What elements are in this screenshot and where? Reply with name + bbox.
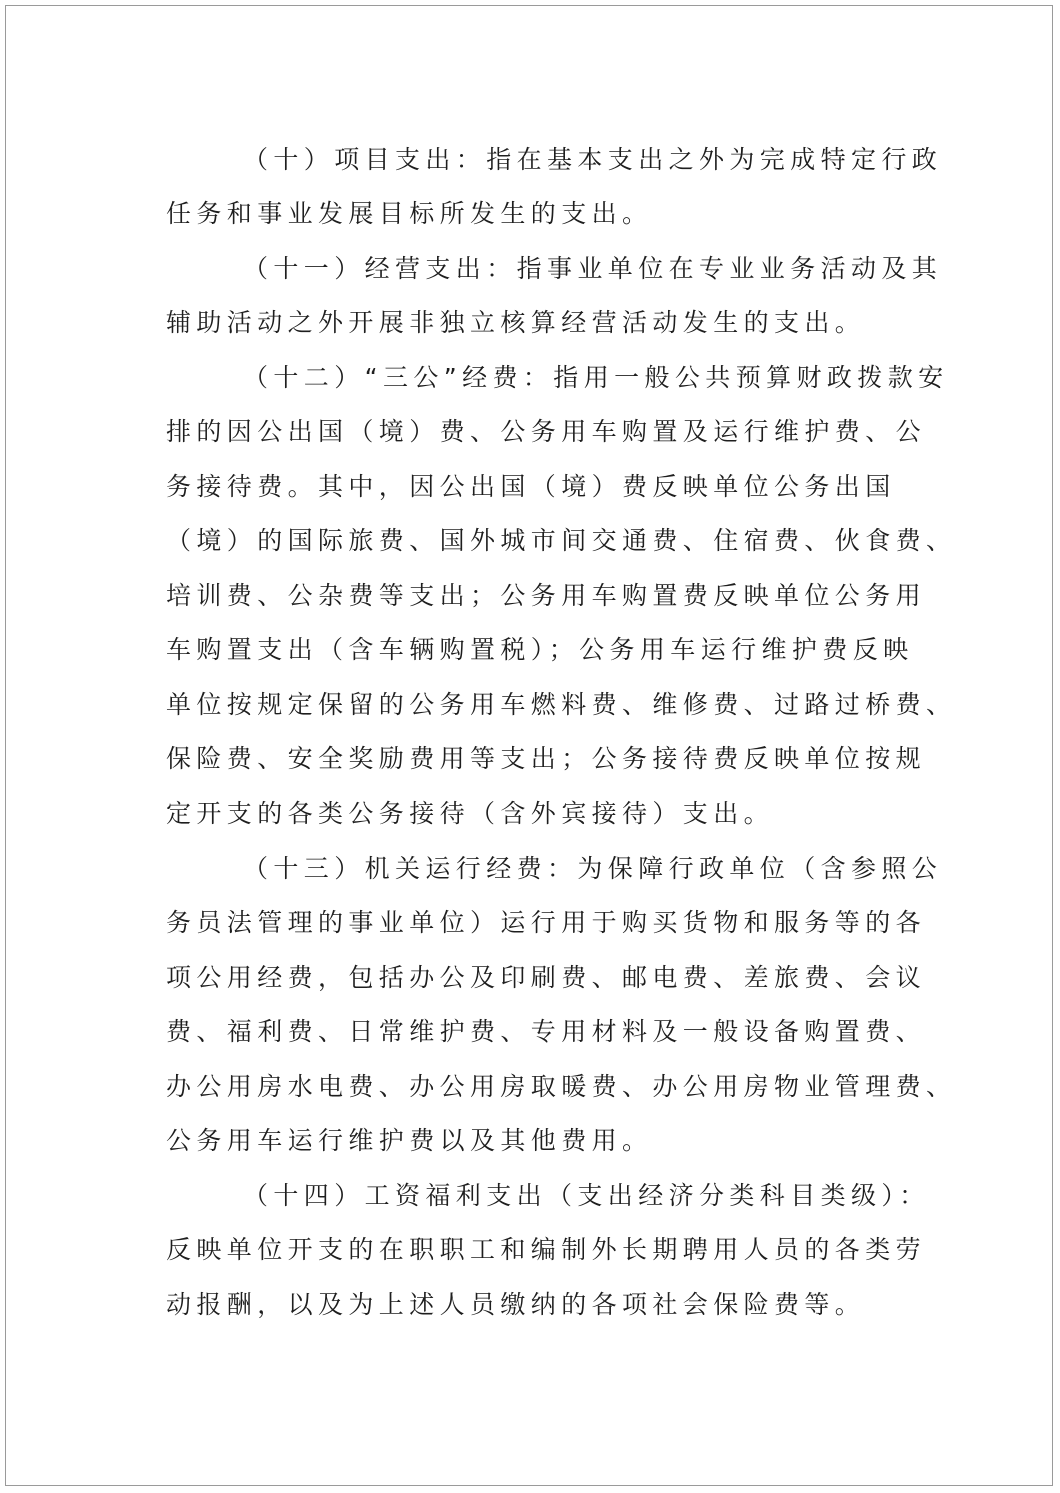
paragraph-14-line-1: （十四）工资福利支出（支出经济分类科目类级）： xyxy=(243,1181,930,1210)
paragraph-12-line-5: 培训费、公杂费等支出；公务用车购置费反映单位公务用 xyxy=(166,581,927,610)
paragraph-12-line-2: 排的因公出国（境）费、公务用车购置及运行维护费、公 xyxy=(166,417,927,446)
paragraph-10-line-2: 任务和事业发展目标所发生的支出。 xyxy=(166,199,653,228)
paragraph-12-line-3: 务接待费。其中，因公出国（境）费反映单位公务出国 xyxy=(166,472,896,501)
paragraph-14-line-3: 动报酬，以及为上述人员缴纳的各项社会保险费等。 xyxy=(166,1290,866,1319)
paragraph-14-line-2: 反映单位开支的在职职工和编制外长期聘用人员的各类劳 xyxy=(166,1235,927,1264)
paragraph-12-line-7: 单位按规定保留的公务用车燃料费、维修费、过路过桥费、 xyxy=(166,690,957,719)
paragraph-13-line-6: 公务用车运行维护费以及其他费用。 xyxy=(166,1126,653,1155)
paragraph-13-line-5: 办公用房水电费、办公用房取暖费、办公用房物业管理费、 xyxy=(166,1072,957,1101)
paragraph-12-line-6: 车购置支出（含车辆购置税）；公务用车运行维护费反映 xyxy=(166,635,914,664)
paragraph-13-line-2: 务员法管理的事业单位）运行用于购买货物和服务等的各 xyxy=(166,908,927,937)
paragraph-13-line-1: （十三）机关运行经费：为保障行政单位（含参照公 xyxy=(243,854,943,883)
paragraph-10-line-1: （十）项目支出：指在基本支出之外为完成特定行政 xyxy=(243,145,943,174)
paragraph-12-line-4: （境）的国际旅费、国外城市间交通费、住宿费、伙食费、 xyxy=(166,526,957,555)
paragraph-13-line-4: 费、福利费、日常维护费、专用材料及一般设备购置费、 xyxy=(166,1017,927,1046)
paragraph-12-line-1: （十二）“三公”经费：指用一般公共预算财政拨款安 xyxy=(243,363,949,392)
paragraph-11-line-2: 辅助活动之外开展非独立核算经营活动发生的支出。 xyxy=(166,308,866,337)
paragraph-12-line-8: 保险费、安全奖励费用等支出；公务接待费反映单位按规 xyxy=(166,744,927,773)
paragraph-11-line-1: （十一）经营支出：指事业单位在专业业务活动及其 xyxy=(243,254,943,283)
paragraph-12-line-9: 定开支的各类公务接待（含外宾接待）支出。 xyxy=(166,799,775,828)
paragraph-13-line-3: 项公用经费，包括办公及印刷费、邮电费、差旅费、会议 xyxy=(166,963,927,992)
